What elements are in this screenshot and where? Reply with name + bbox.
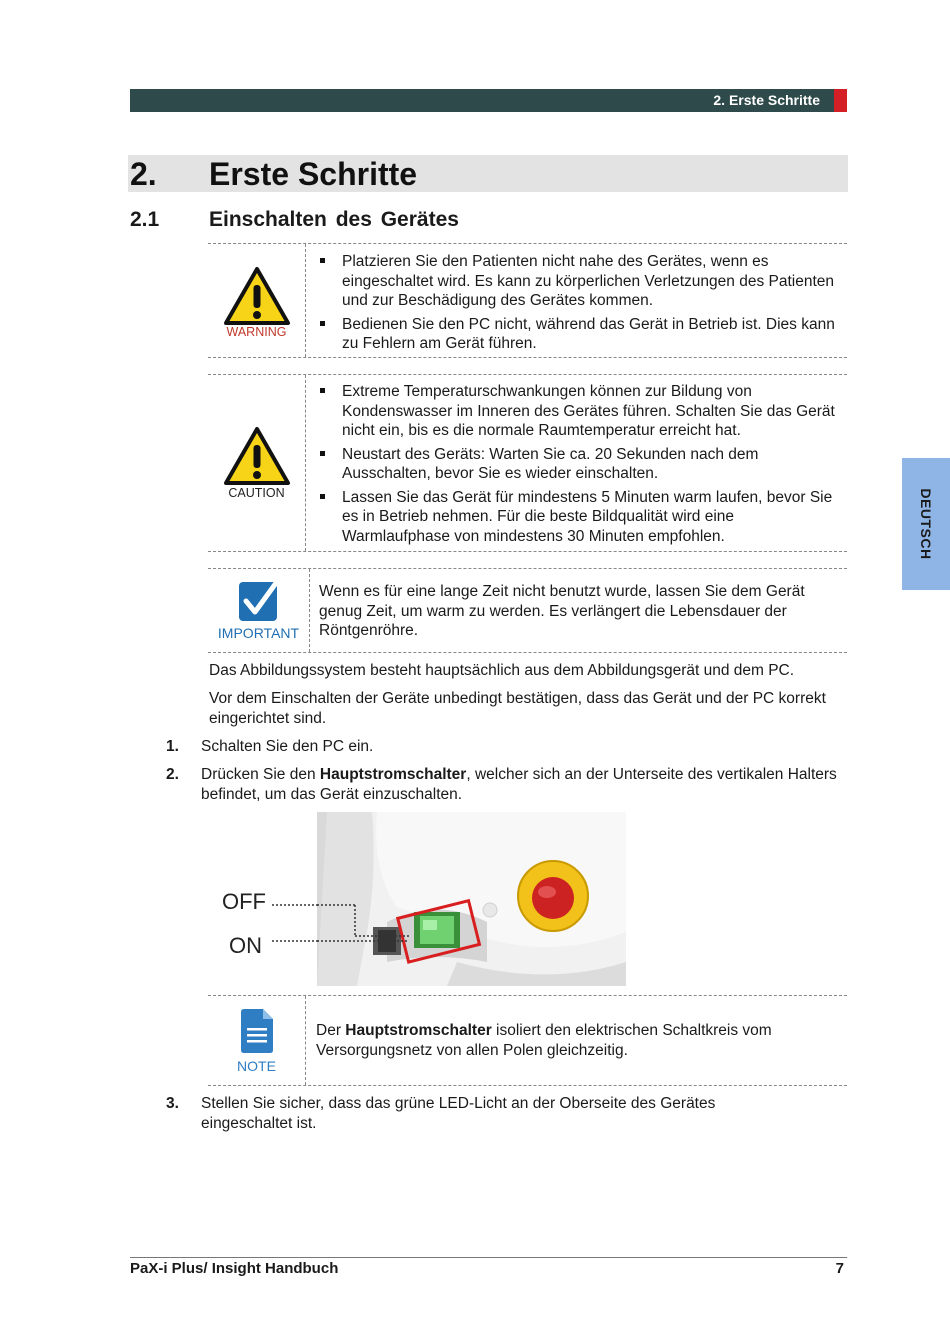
off-label: OFF: [222, 889, 266, 914]
caution-icon-column: [208, 375, 306, 551]
note-text-part: Der: [316, 1022, 346, 1039]
step-text: [201, 765, 841, 804]
warning-icon-column: [208, 244, 306, 357]
step-text: Stellen Sie sicher, dass das grüne LED-Licht an der Oberseite des Gerätes eingeschaltet ist.: [201, 1095, 716, 1132]
step-text-part: , welcher sich an der Unterseite des vertikalen Halters befindet, um das Gerät einzuschalten.: [201, 766, 837, 803]
caution-label: CAUTION: [228, 486, 285, 500]
list-item: Neustart des Geräts: Warten Sie ca. 20 Sekunden nach dem Ausschalten, bevor Sie es wieder einschalten.: [316, 445, 841, 484]
body-paragraph: Das Abbildungssystem besteht hauptsächlich aus dem Abbildungsgerät und dem PC.: [209, 662, 795, 679]
label-leader-lines: [272, 902, 318, 944]
step-text: Schalten Sie den PC ein.: [201, 738, 374, 755]
list-item: Platzieren Sie den Patienten nicht nahe des Gerätes, wenn es eingeschaltet wird. Es kann zu körperlichen Verletzungen des Patienten und zur Beschädigung des Gerätes kommen.: [316, 252, 841, 311]
section-title: Einschalten des Gerätes: [209, 208, 459, 231]
caution-triangle-icon: [223, 426, 291, 486]
step-number: 2.: [166, 766, 179, 783]
note-text: [316, 1021, 836, 1060]
footer-divider: [130, 1257, 847, 1258]
list-item: Bedienen Sie den PC nicht, während das Gerät in Betrieb ist. Dies kann zu Fehlern am Gerät führen.: [316, 315, 841, 354]
page-number: 7: [835, 1260, 844, 1277]
warning-list: [316, 252, 841, 358]
language-tab: [902, 458, 950, 590]
caution-box: [208, 374, 847, 552]
body-paragraph: Vor dem Einschalten der Geräte unbedingt bestätigen, dass das Gerät und der PC korrekt eingerichtet sind.: [209, 690, 826, 727]
section-number: 2.1: [130, 208, 160, 231]
step-number: 1.: [166, 738, 179, 755]
step-number: 3.: [166, 1095, 179, 1112]
important-box: [208, 568, 847, 653]
warning-label: WARNING: [226, 325, 287, 339]
important-label: IMPORTANT: [217, 625, 300, 641]
on-label: ON: [229, 933, 262, 958]
step-text-part: Drücken Sie den: [201, 766, 320, 783]
caution-list: [316, 382, 841, 550]
list-item: Extreme Temperaturschwankungen können zur Bildung von Kondenswasser im Inneren des Gerätes führen. Schalten Sie das Gerät nicht ein, bis es die normale Raumtemperatur erreicht hat.: [316, 382, 841, 441]
note-text-part: isoliert den elektrischen Schaltkreis vom Versorgungsnetz von allen Polen gleichzeitig.: [316, 1022, 772, 1059]
language-tab-label: DEUTSCH: [918, 488, 934, 560]
header-accent: [834, 89, 847, 112]
document-icon: [239, 1008, 275, 1054]
chapter-number: 2.: [130, 156, 157, 192]
running-title: 2. Erste Schritte: [713, 92, 820, 108]
important-text: Wenn es für eine lange Zeit nicht benutzt wurde, lassen Sie dem Gerät genug Zeit, um warm zu werden. Es verlängert die Lebensdauer der Röntgenröhre.: [319, 583, 805, 639]
important-icon-column: [208, 569, 310, 652]
note-icon-column: [208, 996, 306, 1085]
note-label: NOTE: [237, 1058, 276, 1074]
checkbox-icon: [238, 579, 280, 623]
note-text-bold: Hauptstromschalter: [345, 1022, 492, 1039]
list-item: Lassen Sie das Gerät für mindestens 5 Minuten warm laufen, bevor Sie es in Betrieb nehmen. Für die beste Bildqualität wird eine Warmlaufphase von mindestens 30 Minuten empfohlen.: [316, 488, 841, 547]
chapter-title: Erste Schritte: [209, 156, 418, 192]
footer-title: PaX-i Plus/ Insight Handbuch: [130, 1260, 339, 1277]
warning-box: [208, 243, 847, 358]
warning-triangle-icon: [223, 266, 291, 326]
step-text-bold: Hauptstromschalter: [319, 766, 467, 783]
power-switch-photo: [317, 812, 626, 986]
note-box: [208, 995, 847, 1086]
